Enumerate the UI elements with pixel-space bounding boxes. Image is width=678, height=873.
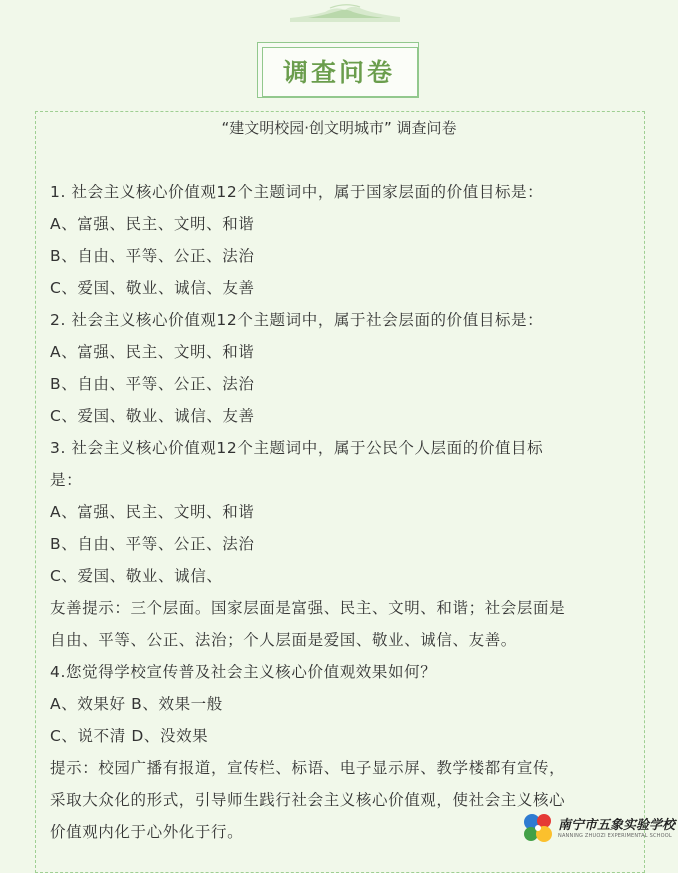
q4-options-ab: A、效果好 B、效果一般: [50, 695, 223, 713]
question-2: 2. 社会主义核心价值观12个主题词中，属于社会层面的价值目标是：: [50, 311, 544, 329]
hint-2: 提示：校园广播有报道，宣传栏、标语、电子显示屏、教学楼都有宣传，: [50, 759, 566, 777]
q2-option-b: B、自由、平等、公正、法治: [50, 375, 255, 393]
hint-1: 友善提示：三个层面。国家层面是富强、民主、文明、和谐；社会层面是: [50, 599, 566, 617]
hint-2-cont: 采取大众化的形式，引导师生践行社会主义核心价值观，使社会主义核心: [50, 791, 566, 809]
hint-1-cont: 自由、平等、公正、法治；个人层面是爱国、敬业、诚信、友善。: [50, 631, 517, 649]
question-1: 1. 社会主义核心价值观12个主题词中，属于国家层面的价值目标是：: [50, 183, 544, 201]
q1-option-b: B、自由、平等、公正、法治: [50, 247, 255, 265]
q4-options-cd: C、说不清 D、没效果: [50, 727, 209, 745]
survey-content: [50, 176, 640, 848]
question-4: 4.您觉得学校宣传普及社会主义核心价值观效果如何？: [50, 663, 437, 681]
mountain-decoration-icon: [290, 0, 400, 22]
q1-option-a: A、富强、民主、文明、和谐: [50, 215, 255, 233]
question-3: 3. 社会主义核心价值观12个主题词中，属于公民个人层面的价值目标: [50, 439, 544, 457]
school-name: 南宁市五象实验学校: [558, 818, 676, 833]
hint-2-end: 价值观内化于心外化于行。: [50, 823, 244, 841]
q3-option-a: A、富强、民主、文明、和谐: [50, 503, 255, 521]
q3-option-b: B、自由、平等、公正、法治: [50, 535, 255, 553]
q2-option-a: A、富强、民主、文明、和谐: [50, 343, 255, 361]
title-banner: [257, 42, 421, 100]
q3-option-c: C、爱国、敬业、诚信、: [50, 567, 223, 585]
school-emblem-icon: [520, 810, 556, 846]
q2-option-c: C、爱国、敬业、诚信、友善: [50, 407, 255, 425]
survey-title: “建文明校园·创文明城市” 调查问卷: [221, 119, 457, 137]
page-title: 调查问卷: [282, 58, 395, 87]
question-3-cont: 是：: [50, 471, 83, 489]
school-logo: [520, 806, 676, 850]
q1-option-c: C、爱国、敬业、诚信、友善: [50, 279, 255, 297]
school-name-english: NANNING ZHUOZI EXPERIMENTAL SCHOOL: [558, 833, 672, 839]
